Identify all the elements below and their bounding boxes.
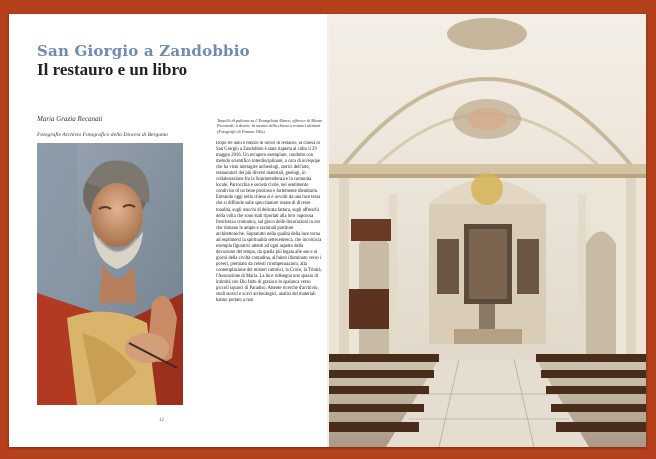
fresco-saint-image: [37, 143, 183, 405]
left-page: [9, 14, 329, 447]
author-name: Maria Grazia Recanati: [37, 115, 103, 123]
fresco-saint-illustration: [37, 143, 183, 405]
article-body: Dopo tre anni e mezzo di lavori di restauro, la chiesa di San Giorgio a Zandobbio è stata riaperta al culto il 29 maggio 2016. Un recupero esemplare, condotto con metodo scientifico interdisciplinare, a cura di un'équipe che ha visto interagire archeologi, storici dell'arte, restauratori dei più diversi materiali, geologi, in collaborazione fra la Soprintendenza e la comunità locale, Parrocchia e società civile, nel sentimento condiviso di un bene prezioso e fortemente identitario. Entrando oggi nella chiesa si è avvolti da una luce tersa che si diffonde sulle specchiature rosate di diverse tonalità, sugli stucchi di delicata fattura, sugli affreschi della volta che sono stati riportati alla loro vaporosa freschezza cromatica, sul gioco delle decorazioni in oro che ritmano le ampie e razionali partiture architettoniche. Sopratutto nella qualità della luce torna ad esprimersi la spiritualità settecentesca, che incornicia exempla figurativi attenti ad ogni aspetto della devozione del tempo, da quella più legata alle sue e ai giorni della civiltà contadina, all'aiuto illuminato verso i poveri, premiato da celesti ricompensazioni, alla contemplazione dei misteri cattolici, la Croce, la Trinità, l'Assunzione di Maria. La luce ridisegna uno spazio di intimità con Dio fatto di grazia e lo spalanca verso piccoli squarci di Paradiso. Attente ricerche d'archivio, studi storici e scavi archeologici, analisi dei materiali hanno portato a non: [216, 141, 322, 304]
image-caption: Tassello di pulitura su L'Evangelista Marco, affresco di Mauro Picenardi; a destra: la navata della chiesa a restauri ultimati (Fotografie di Tomaso Villa).: [217, 118, 323, 134]
page-number: 12: [159, 418, 164, 423]
article-subtitle: Il restauro e un libro: [37, 60, 188, 79]
article-title: San Giorgio a Zandobbio: [37, 42, 250, 60]
photo-credit: Fotografie Archivio Fotografico della Diocesi di Bergamo: [37, 132, 168, 138]
right-page: [329, 14, 646, 447]
magazine-spread: [9, 14, 646, 447]
church-interior-photo: [329, 14, 646, 447]
